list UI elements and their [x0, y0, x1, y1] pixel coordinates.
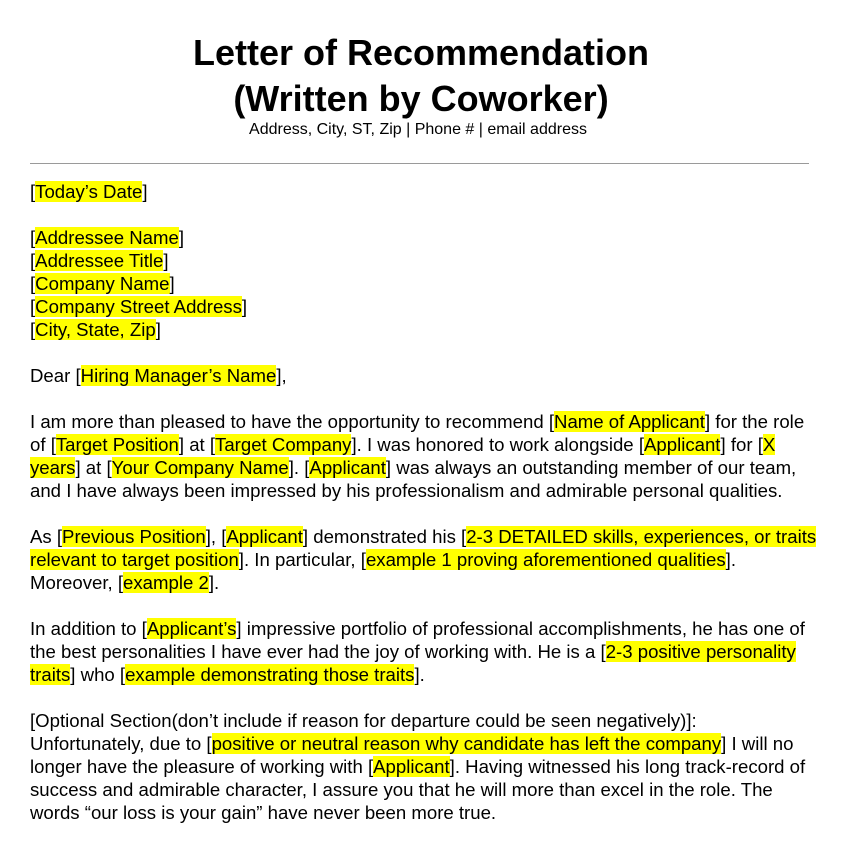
placeholder-target-position[interactable]: Target Position: [55, 434, 179, 455]
p1-text: for: [725, 434, 758, 455]
p1-text: .: [293, 457, 305, 478]
city-state-zip[interactable]: City, State, Zip: [35, 319, 156, 340]
p2-text: .: [213, 572, 220, 593]
p2-text: . Moreover,: [30, 549, 736, 593]
placeholder-personality-traits[interactable]: 2-3 positive personality traits: [30, 641, 796, 685]
p1-text: was always an outstanding member of our team, and I have always been impressed by his professionalism and admirable personal qualities.: [30, 457, 797, 501]
date-line: [Today’s Date]: [30, 181, 148, 202]
placeholder-detailed-skills[interactable]: 2-3 DETAILED skills, experiences, or traits relevant to target position: [30, 526, 817, 570]
p2-text: demonstrated his: [308, 526, 462, 547]
paragraph-3: In addition to [Applicant’s] impressive portfolio of professional accomplishments, he has one of the best personalities I have ever had the joy of working with. He is a [2-3 positive personality traits] who [example demonstrating those traits].: [30, 618, 805, 685]
p3-text: .: [419, 664, 425, 685]
greeting-prefix: Dear: [30, 365, 76, 386]
greeting-line: Dear [Hiring Manager’s Name],: [30, 365, 287, 386]
placeholder-previous-position[interactable]: Previous Position: [62, 526, 206, 547]
p2-text: . In particular,: [243, 549, 361, 570]
title-line-2: (Written by Coworker): [233, 78, 609, 119]
placeholder-x-years[interactable]: X years: [30, 434, 776, 478]
p3-text: impressive portfolio of professional accomplishments, he has one of the best personalities I have ever had the joy of working with. He is a: [30, 618, 805, 662]
placeholder-example-2[interactable]: example 2: [123, 572, 209, 593]
placeholder-example-traits[interactable]: example demonstrating those traits: [125, 664, 415, 685]
placeholder-applicant[interactable]: Applicant: [643, 434, 721, 455]
letter-title: [0, 30, 842, 122]
paragraph-1: I am more than pleased to have the opportunity to recommend [Name of Applicant] for the role of [Target Position] at [Target Company]. I was honored to work alongside [Applicant] for [X years] at [Your Company Name]. [Applicant] was always an outstanding member of our team, and I have always been impressed by his professionalism and admirable personal qualities.: [30, 411, 805, 501]
placeholder-applicant[interactable]: Applicant: [373, 756, 450, 777]
p4-text: Unfortunately, due to: [30, 733, 207, 754]
placeholder-example-1[interactable]: example 1 proving aforementioned qualities: [365, 549, 726, 570]
p4-text: I will no longer have the pleasure of working with: [30, 733, 794, 777]
p1-text: at: [80, 457, 107, 478]
p1-text: at: [184, 434, 210, 455]
addressee-title[interactable]: Addressee Title: [35, 250, 164, 271]
header-divider: [30, 163, 809, 164]
placeholder-name-of-applicant[interactable]: Name of Applicant: [554, 411, 705, 432]
paragraph-4: [Optional Section(don’t include if reason for departure could be seen negatively)]: Unfortunately, due to [positive or neutral reason why candidate has left the company] I will no longer have the pleasure of working with [Applicant]. Having witnessed his long track-record of success and admirable character, I assure you that he will more than excel in the role. The words “our loss is your gain” have never been more true.: [30, 710, 806, 823]
company-name[interactable]: Company Name: [35, 273, 170, 294]
greeting-suffix: ,: [281, 365, 287, 386]
date-placeholder[interactable]: Today’s Date: [35, 181, 143, 202]
placeholder-applicant[interactable]: Applicant: [226, 526, 303, 547]
p1-text: I am more than pleased to have the opportunity to recommend: [30, 411, 549, 432]
p1-text: for the role of: [30, 411, 805, 455]
placeholder-your-company-name[interactable]: Your Company Name: [111, 457, 289, 478]
p4-text: . Having witnessed his long track-record of success and admirable character, I assure you that he will more than excel in the role. The words “our loss is your gain” have never been more true.: [30, 756, 806, 823]
p2-text: ,: [210, 526, 222, 547]
placeholder-departure-reason[interactable]: positive or neutral reason why candidate has left the company: [211, 733, 722, 754]
placeholder-applicants[interactable]: Applicant’s: [146, 618, 237, 639]
addressee-block: [Addressee Name] [Addressee Title] [Company Name] [Company Street Address] [City, State, Zip]: [30, 227, 248, 340]
p2-text: As: [30, 526, 57, 547]
p3-text: In addition to: [30, 618, 142, 639]
addressee-name[interactable]: Addressee Name: [35, 227, 179, 248]
paragraph-2: As [Previous Position], [Applicant] demonstrated his [2-3 DETAILED skills, experiences, or traits relevant to target position]. In particular, [example 1 proving aforementioned qualities]. Moreover, [example 2].: [30, 526, 817, 593]
title-line-1: Letter of Recommendation: [192, 32, 650, 73]
placeholder-target-company[interactable]: Target Company: [215, 434, 352, 455]
optional-section-note: [Optional Section(don’t include if reason for departure could be seen negatively)]:: [30, 710, 697, 731]
placeholder-applicant[interactable]: Applicant: [309, 457, 386, 478]
contact-line: Address, City, ST, Zip | Phone # | email address: [249, 121, 587, 138]
p3-text: who: [75, 664, 120, 685]
letter-body: [30, 180, 820, 847]
hiring-manager-name[interactable]: Hiring Manager’s Name: [80, 365, 277, 386]
company-street[interactable]: Company Street Address: [35, 296, 242, 317]
p1-text: . I was honored to work alongside: [356, 434, 639, 455]
